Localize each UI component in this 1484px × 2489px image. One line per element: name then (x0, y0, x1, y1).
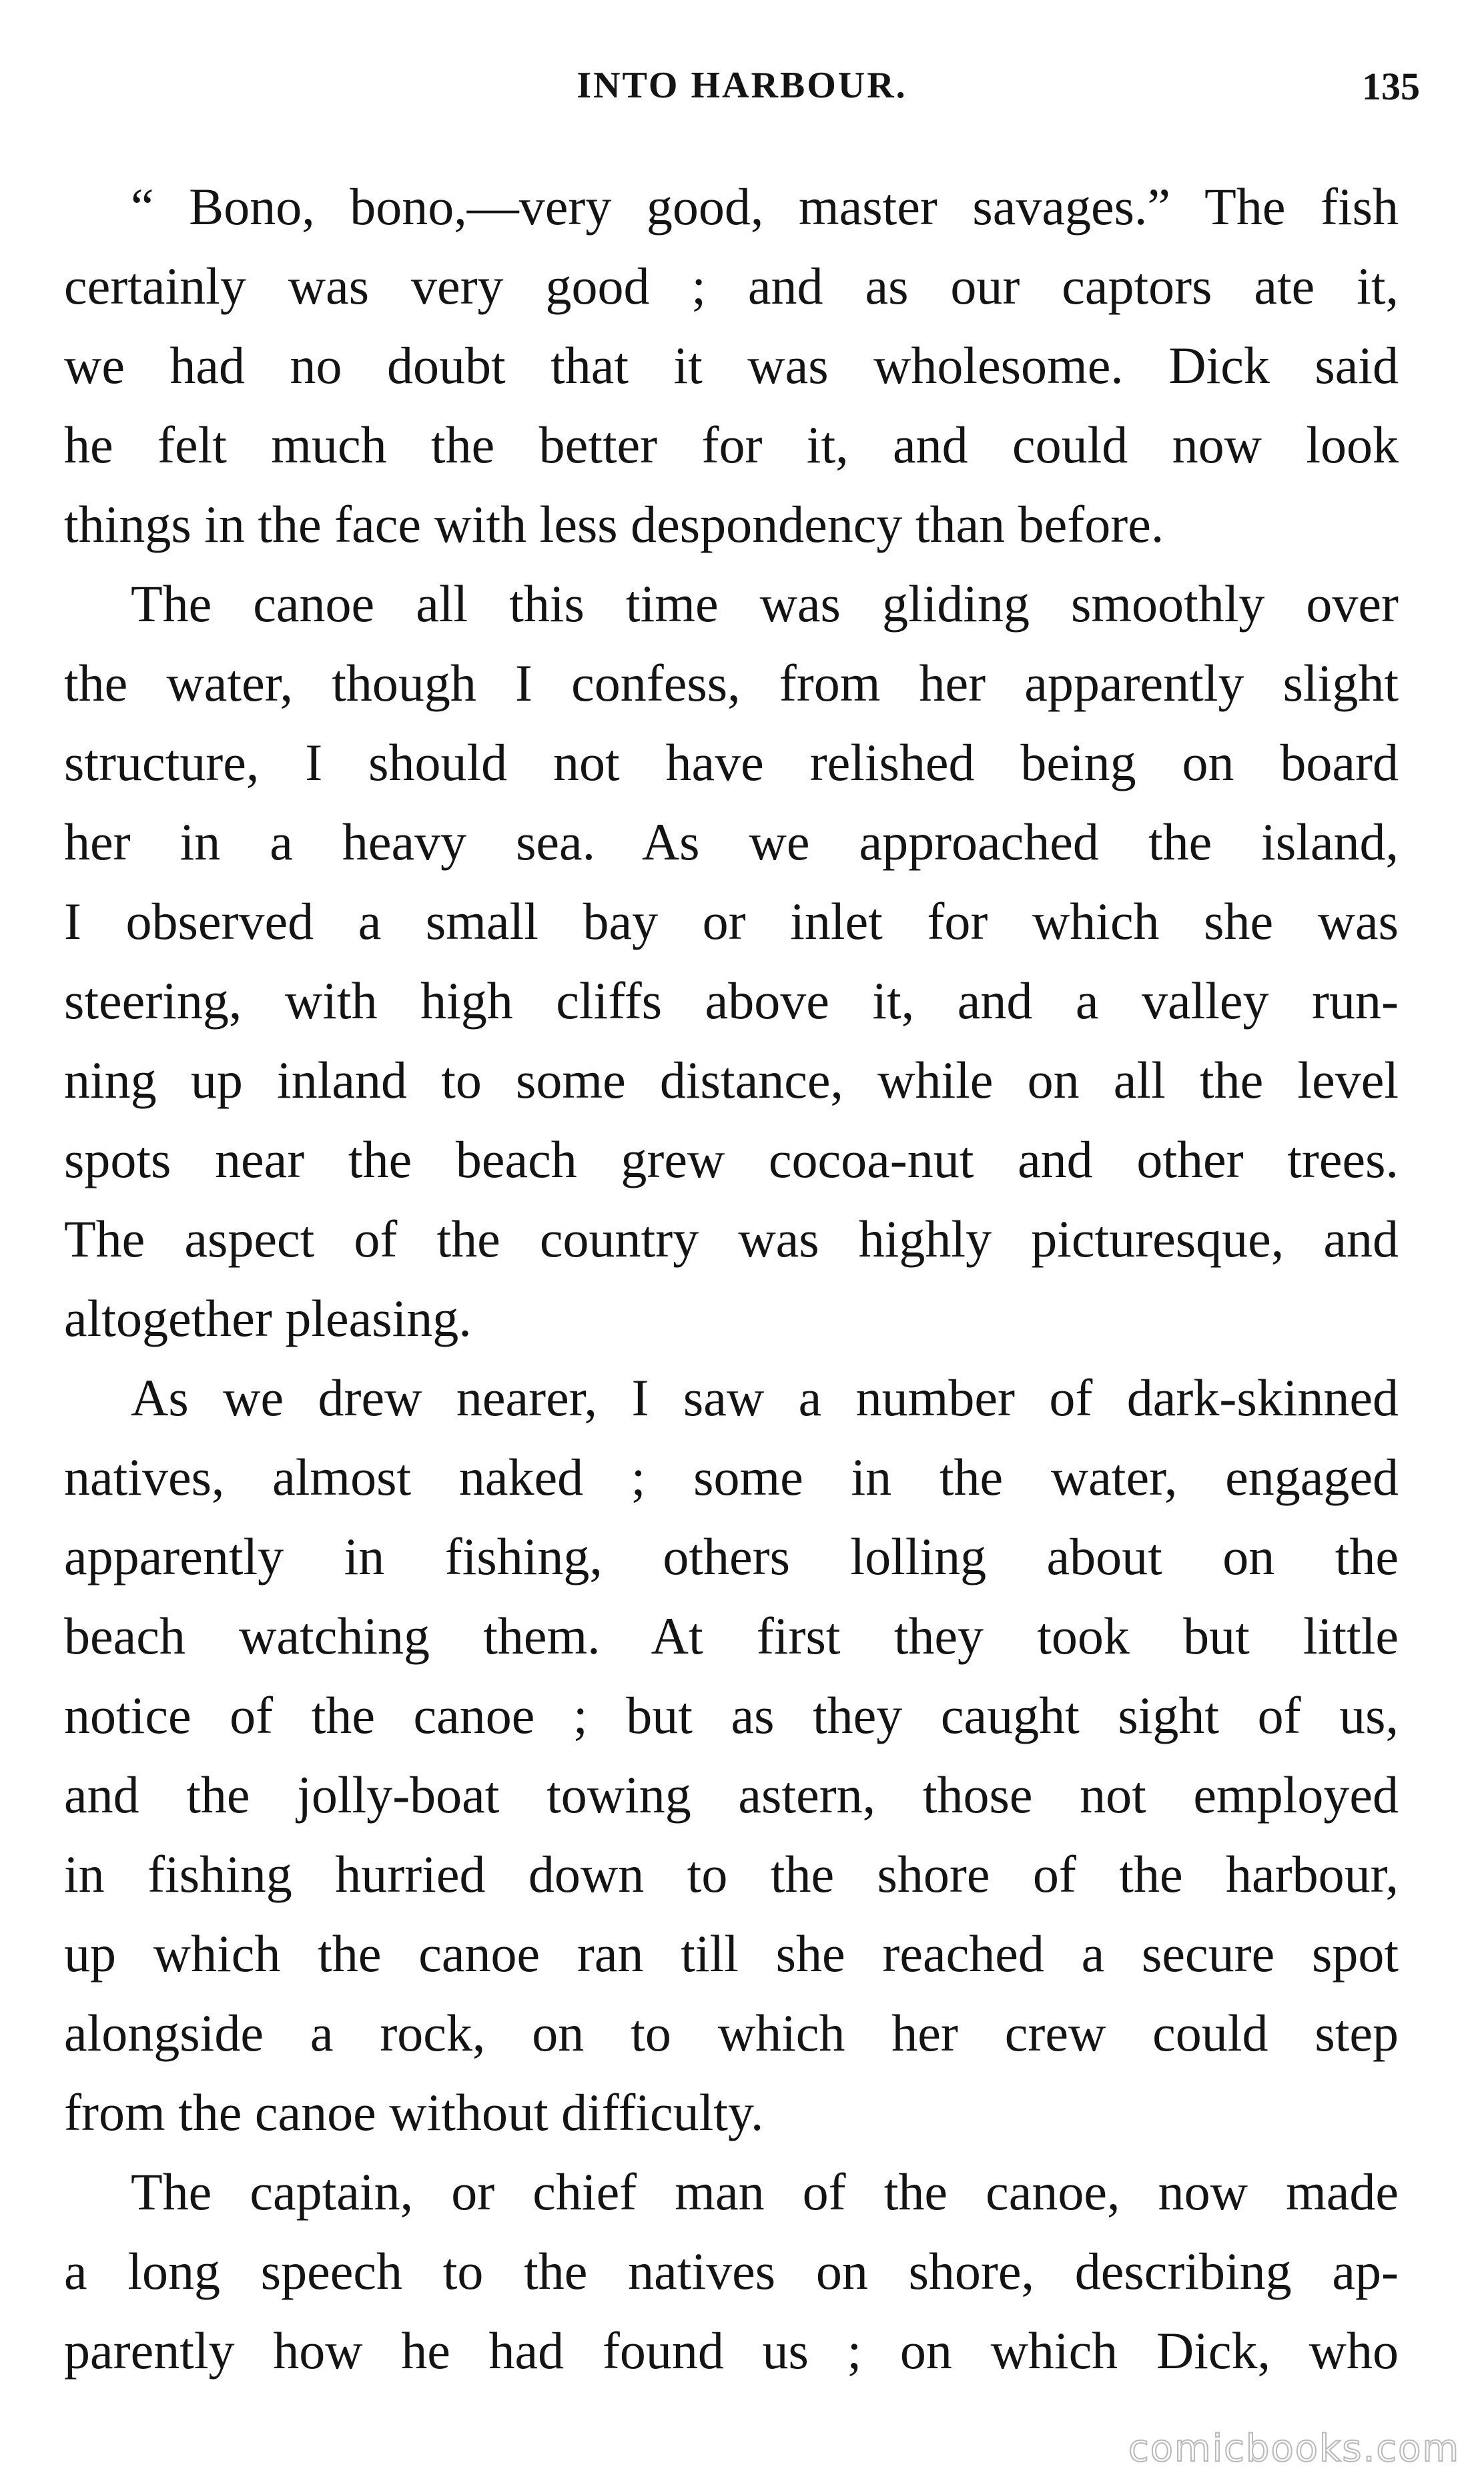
text-line: ning up inland to some distance, while on all the level (64, 1051, 1399, 1109)
page-number: 135 (1362, 65, 1420, 108)
body-text (64, 167, 1399, 2390)
text-line: structure, I should not have relished being on board (64, 733, 1399, 791)
text-line: natives, almost naked ; some in the water, engaged (64, 1448, 1399, 1506)
text-line: steering, with high cliffs above it, and a valley run- (64, 972, 1399, 1030)
text-line: certainly was very good ; and as our captors ate it, (64, 257, 1399, 315)
text-line: things in the face with less despondency than before. (64, 495, 1164, 553)
text-line: spots near the beach grew cocoa-nut and other trees. (64, 1130, 1399, 1188)
text-line: beach watching them. At first they took but little (64, 1607, 1399, 1665)
running-header (64, 64, 1420, 124)
text-line: and the jolly-boat towing astern, those not employed (64, 1766, 1399, 1824)
text-line: a long speech to the natives on shore, describing ap- (64, 2242, 1399, 2300)
paragraph (64, 564, 1399, 1358)
text-line: The canoe all this time was gliding smoothly over (131, 575, 1399, 633)
text-line: I observed a small bay or inlet for which she was (64, 892, 1399, 950)
running-title: INTO HARBOUR. (577, 65, 907, 106)
text-line: we had no doubt that it was wholesome. Dick said (64, 336, 1399, 394)
text-line: from the canoe without difficulty. (64, 2083, 764, 2141)
text-line: parently how he had found us ; on which Dick, who (64, 2322, 1399, 2380)
paragraph (64, 1358, 1399, 2152)
text-line: alongside a rock, on to which her crew could step (64, 2004, 1399, 2062)
text-line: he felt much the better for it, and could now look (64, 416, 1399, 474)
text-line: in fishing hurried down to the shore of the harbour, (64, 1845, 1399, 1903)
text-line: up which the canoe ran till she reached a secure spot (64, 1924, 1399, 1983)
paragraph (64, 167, 1399, 564)
text-line: her in a heavy sea. As we approached the island, (64, 813, 1399, 871)
text-line: apparently in fishing, others lolling about on the (64, 1527, 1399, 1585)
text-line: notice of the canoe ; but as they caught sight of us, (64, 1686, 1399, 1744)
text-line: altogether pleasing. (64, 1289, 472, 1347)
text-line: the water, though I confess, from her apparently slight (64, 654, 1399, 712)
text-line: The aspect of the country was highly picturesque, and (64, 1210, 1399, 1268)
text-line: As we drew nearer, I saw a number of dark-skinned (131, 1369, 1399, 1427)
text-line: “ Bono, bono,—very good, master savages.” The fish (131, 177, 1399, 236)
watermark-logo: comicbooks.com (1128, 2427, 1460, 2470)
paragraph (64, 2152, 1399, 2390)
text-line: The captain, or chief man of the canoe, now made (131, 2163, 1399, 2221)
